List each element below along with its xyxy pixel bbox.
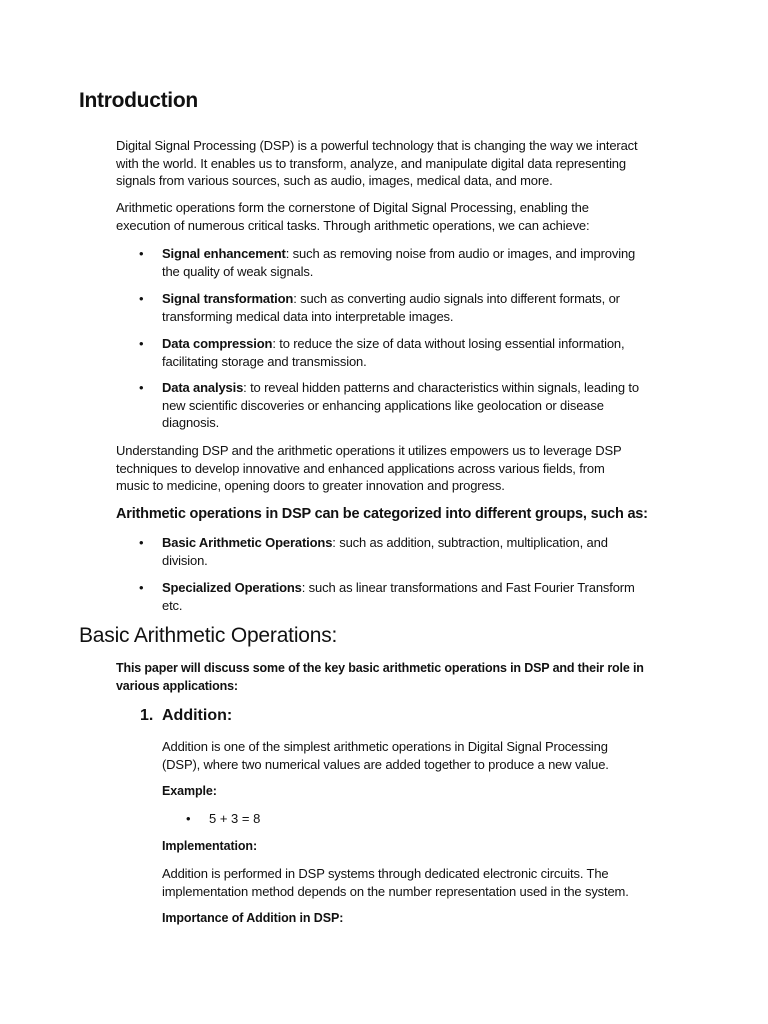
bullet-text: : such as linear transformations and Fast Fourier Transform: [301, 580, 635, 595]
text-line: facilitating storage and transmission.: [162, 353, 367, 369]
example-bullet: [186, 810, 261, 827]
addition-description: [162, 738, 662, 773]
example-text: 5 + 3 = 8: [209, 811, 261, 826]
text-line: new scientific discoveries or enhancing applications like geolocation or disease: [162, 397, 604, 413]
bullet-term: Data compression: [162, 336, 273, 351]
text-line: with the world. It enables us to transform, analyze, and manipulate digital data representing: [116, 155, 626, 171]
text-line: diagnosis.: [162, 415, 220, 431]
bullet-item-signal-transformation: [139, 290, 662, 325]
text-line: techniques to develop innovative and enhanced applications across various fields, from: [116, 460, 605, 476]
numbered-heading-addition: [140, 706, 232, 726]
text-line: division.: [162, 552, 208, 568]
heading-text: Addition:: [162, 707, 233, 724]
implementation-label: Implementation:: [162, 839, 258, 853]
text-line: transforming medical data into interpretable images.: [162, 308, 454, 324]
bullet-text: : such as removing noise from audio or images, and improving: [285, 246, 636, 261]
bullet-item-data-compression: [139, 335, 662, 370]
intro-paragraph-3: [116, 442, 656, 495]
bullet-term: Basic Arithmetic Operations: [162, 535, 333, 550]
bullet-term: Signal transformation: [162, 291, 294, 306]
bullet-item-signal-enhancement: [139, 245, 662, 280]
bullet-item-specialized-operations: [139, 579, 662, 614]
bullet-item-basic-arithmetic: [139, 534, 662, 569]
bullet-term: Data analysis: [162, 380, 244, 395]
bullet-dot-icon: •: [139, 535, 144, 550]
bullet-text: : to reveal hidden patterns and characteristics within signals, leading to: [243, 380, 639, 395]
text-line: This paper will discuss some of the key basic arithmetic operations in DSP and their role in: [116, 661, 644, 675]
implementation-paragraph: [162, 865, 662, 900]
list-number: 1.: [140, 707, 154, 724]
bullet-dot-icon: •: [186, 811, 191, 826]
bullet-term: Signal enhancement: [162, 246, 286, 261]
text-line: etc.: [162, 597, 183, 613]
bullet-text: : such as converting audio signals into different formats, or: [293, 291, 620, 306]
text-line: execution of numerous critical tasks. Through arithmetic operations, we can achieve:: [116, 217, 590, 233]
bullet-dot-icon: •: [139, 336, 144, 351]
bullet-item-data-analysis: [139, 379, 662, 432]
importance-label: Importance of Addition in DSP:: [162, 911, 344, 925]
text-line: (DSP), where two numerical values are added together to produce a new value.: [162, 756, 609, 772]
text-line: Digital Signal Processing (DSP) is a powerful technology that is changing the way we interact: [116, 138, 638, 153]
text-line: Arithmetic operations form the cornerstone of Digital Signal Processing, enabling the: [116, 200, 589, 215]
bullet-dot-icon: •: [139, 380, 144, 395]
bullet-dot-icon: •: [139, 246, 144, 261]
text-line: Addition is performed in DSP systems through dedicated electronic circuits. The: [162, 866, 609, 881]
text-line: various applications:: [116, 678, 238, 693]
text-line: implementation method depends on the number representation used in the system.: [162, 883, 629, 899]
text-line: the quality of weak signals.: [162, 263, 314, 279]
text-line: Understanding DSP and the arithmetic operations it utilizes empowers us to leverage DSP: [116, 443, 622, 458]
heading-text: Basic Arithmetic Operations: [79, 624, 332, 647]
section-heading-introduction: Introduction: [79, 89, 198, 112]
bullet-dot-icon: •: [139, 580, 144, 595]
bullet-text: : to reduce the size of data without losing essential information,: [272, 336, 625, 351]
categories-subheading: Arithmetic operations in DSP can be categorized into different groups, such as:: [116, 506, 648, 522]
basic-lead-paragraph: [116, 660, 644, 695]
bullet-text: : such as addition, subtraction, multiplication, and: [332, 535, 608, 550]
intro-paragraph-2: [116, 199, 656, 234]
section-heading-basic-arithmetic: [79, 624, 337, 648]
example-label: Example:: [162, 784, 217, 798]
text-line: music to medicine, opening doors to greater innovation and progress.: [116, 478, 505, 494]
intro-paragraph-1: [116, 137, 656, 190]
bullet-dot-icon: •: [139, 291, 144, 306]
text-line: signals from various sources, such as audio, images, medical data, and more.: [116, 173, 553, 189]
bullet-term: Specialized Operations: [162, 580, 302, 595]
heading-suffix: :: [331, 624, 338, 647]
text-line: Addition is one of the simplest arithmetic operations in Digital Signal Processing: [162, 739, 608, 754]
